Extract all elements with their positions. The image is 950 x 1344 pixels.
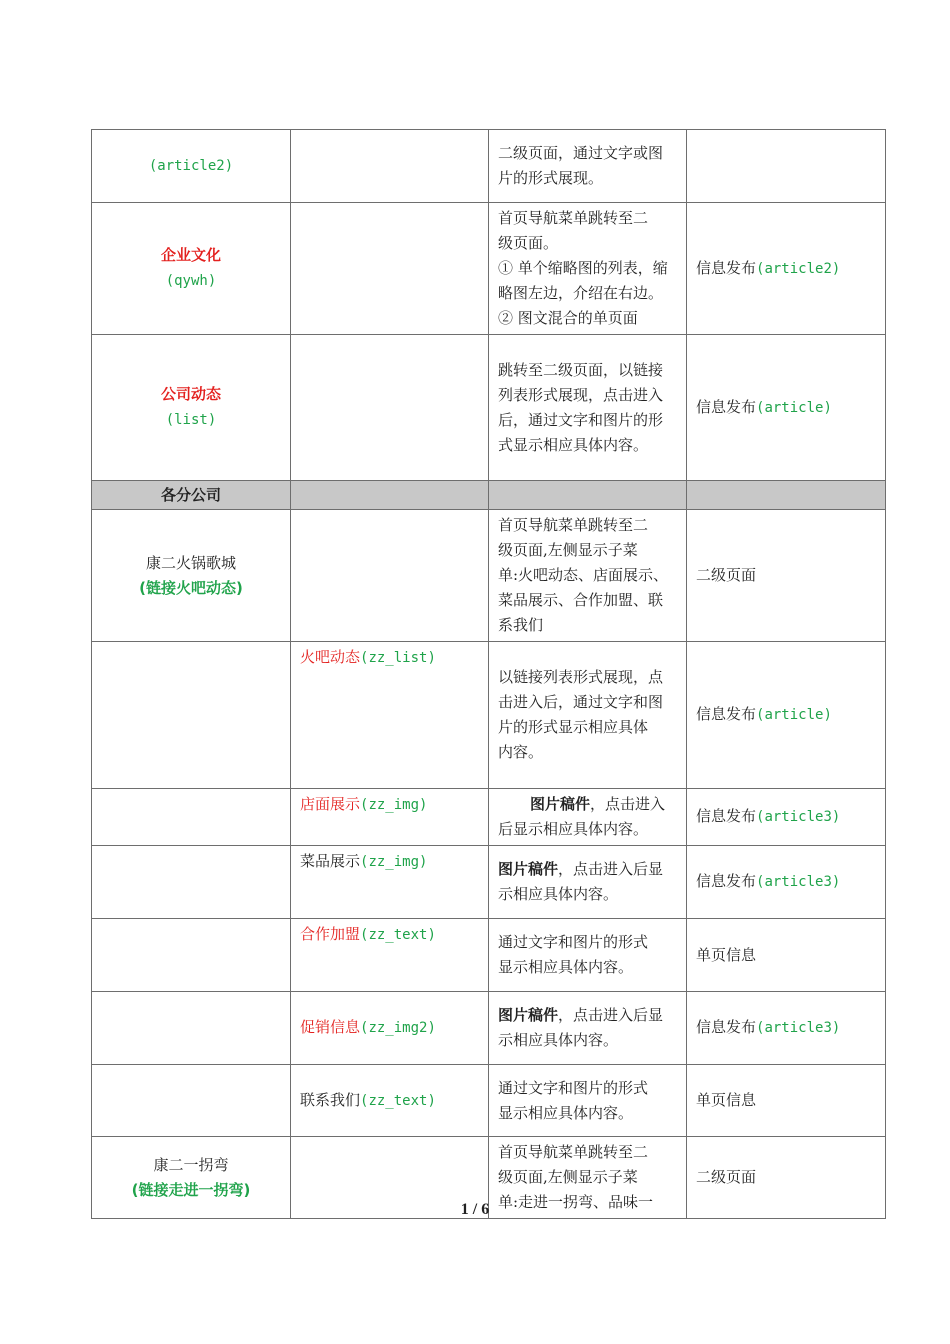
module-code: (list) [165,412,217,428]
type-label: 单页信息 [696,1091,757,1109]
table-row [92,130,886,203]
cell-type [687,919,886,992]
subpage-code: (zz_text) [360,1092,436,1109]
table-row [92,335,886,481]
desc-line: 显示相应具体内容。 [498,958,634,976]
type-label: 二级页面 [696,1168,757,1186]
content-table [91,129,886,1219]
column-name: 企业文化 [160,246,221,264]
cell-subpage [291,992,489,1065]
table-row [92,1065,886,1137]
cell-empty [92,1065,291,1137]
cell-type [687,1065,886,1137]
cell-empty [291,130,489,203]
cell-description [489,130,687,203]
template-code: (article) [756,399,832,416]
type-label: 信息发布 [696,807,757,825]
cell-empty [92,992,291,1065]
cell-type [687,203,886,335]
desc-line: ① 单个缩略图的列表，缩 [498,259,668,277]
cell-type [687,846,886,919]
desc-line: 首页导航菜单跳转至二 [498,209,649,227]
desc-line: 式显示相应具体内容。 [498,435,649,454]
cell-description [489,789,687,846]
subpage-code: (zz_img2) [360,1020,436,1036]
table-row [92,992,886,1065]
desc-line: 后显示相应具体内容。 [498,820,649,838]
cell-description [489,919,687,992]
page-number: 1 / 6 [460,1201,490,1218]
cell-subpage [291,919,489,992]
template-code: (article2) [756,260,841,277]
desc-line: 系我们 [498,616,544,634]
desc-line: 示相应具体内容。 [498,885,619,903]
subpage-name: 店面展示 [300,795,361,813]
desc-line: ，点击进入 [590,795,666,813]
desc-line: 通过文字和图片的形式 [498,933,649,951]
cell-subpage [291,789,489,846]
type-label: 信息发布 [696,705,757,723]
branch-link: (链接走进一拐弯) [131,1180,251,1199]
type-label: 单页信息 [696,945,757,964]
cell-description [489,203,687,335]
type-label: 信息发布 [696,397,757,416]
template-code: (article3) [756,874,841,890]
cell-column-name [92,510,291,642]
type-label: 信息发布 [696,258,757,277]
desc-line: 级页面,左侧显示子菜 [498,541,638,559]
desc-line: ，点击进入后显 [558,1006,664,1024]
cell-type [687,510,886,642]
table-row [92,919,886,992]
desc-line: 列表形式展现，点击进入 [498,385,664,404]
cell-column-name [92,203,291,335]
cell-empty [92,846,291,919]
desc-line: 二级页面，通过文字或图 [498,144,664,162]
desc-line: 级页面。 [498,234,559,252]
subpage-code: (zz_text) [360,927,436,943]
desc-bold: 图片稿件 [498,1006,559,1024]
subpage-code: (zz_list) [360,650,436,666]
desc-line: 略图左边，介绍在右边。 [498,284,664,302]
module-code: (article2) [148,158,234,174]
table-row [92,789,886,846]
branch-name: 康二火锅歌城 [145,553,236,572]
cell-column-name [92,335,291,481]
cell-empty [92,789,291,846]
section-header-row [92,481,886,510]
table-row [92,846,886,919]
subpage-code: (zz_img) [360,854,428,870]
desc-line: 首页导航菜单跳转至二 [498,516,649,534]
template-code: (article3) [756,1020,841,1036]
type-label: 二级页面 [696,566,757,584]
desc-line: 显示相应具体内容。 [498,1103,634,1122]
cell-empty [291,203,489,335]
cell-description [489,510,687,642]
cell-description [489,846,687,919]
subpage-code: (zz_img) [360,797,428,813]
desc-line: 后，通过文字和图片的形 [498,410,664,429]
cell-subpage [291,642,489,789]
desc-bold: 图片稿件 [498,860,559,878]
cell-empty [92,642,291,789]
cell-type [687,789,886,846]
type-label: 信息发布 [696,1018,757,1036]
table-row [92,510,886,642]
desc-line: 首页导航菜单跳转至二 [498,1143,649,1161]
template-code: (article3) [756,809,841,825]
desc-line: 片的形式显示相应具体 [498,718,649,736]
desc-line: 以链接列表形式展现，点 [498,668,664,686]
cell-empty [92,919,291,992]
desc-line: 通过文字和图片的形式 [498,1078,649,1097]
desc-line: 内容。 [498,743,544,761]
table-row [92,642,886,789]
subpage-name: 促销信息 [300,1018,361,1036]
cell-description [489,1065,687,1137]
subpage-name: 火吧动态 [300,648,361,666]
template-code: (article) [756,707,832,723]
cell-empty [291,335,489,481]
desc-line: 示相应具体内容。 [498,1031,619,1049]
cell-description [489,642,687,789]
desc-line: 跳转至二级页面，以链接 [498,360,664,379]
cell-type [687,642,886,789]
cell-empty [489,481,687,510]
desc-line: 菜品展示、合作加盟、联 [498,591,664,609]
desc-line: 击进入后，通过文字和图 [498,693,664,711]
desc-line: 片的形式展现。 [498,169,604,187]
desc-line: 单:走进一拐弯、品味一 [498,1193,654,1211]
module-code: (qywh) [165,273,217,289]
cell-empty [291,481,489,510]
cell-type [687,130,886,203]
cell-empty [687,481,886,510]
cell-type [687,992,886,1065]
subpage-name: 联系我们 [300,1090,361,1109]
section-title: 各分公司 [92,481,291,510]
cell-subpage [291,846,489,919]
cell-subpage [291,1065,489,1137]
branch-name: 康二一拐弯 [153,1155,229,1174]
table-row [92,203,886,335]
desc-bold: 图片稿件 [530,795,591,813]
cell-column-name [92,130,291,203]
cell-empty [291,510,489,642]
cell-description [489,992,687,1065]
desc-line: 单:火吧动态、店面展示、 [498,566,669,584]
desc-line: ② 图文混合的单页面 [498,309,638,327]
subpage-name: 菜品展示 [300,852,361,870]
cell-type [687,335,886,481]
subpage-name: 合作加盟 [300,925,361,943]
cell-description [489,335,687,481]
branch-link: (链接火吧动态) [139,578,243,597]
type-label: 信息发布 [696,872,757,890]
desc-line: ，点击进入后显 [558,860,664,878]
desc-line: 级页面,左侧显示子菜 [498,1168,638,1186]
column-name: 公司动态 [160,385,221,403]
